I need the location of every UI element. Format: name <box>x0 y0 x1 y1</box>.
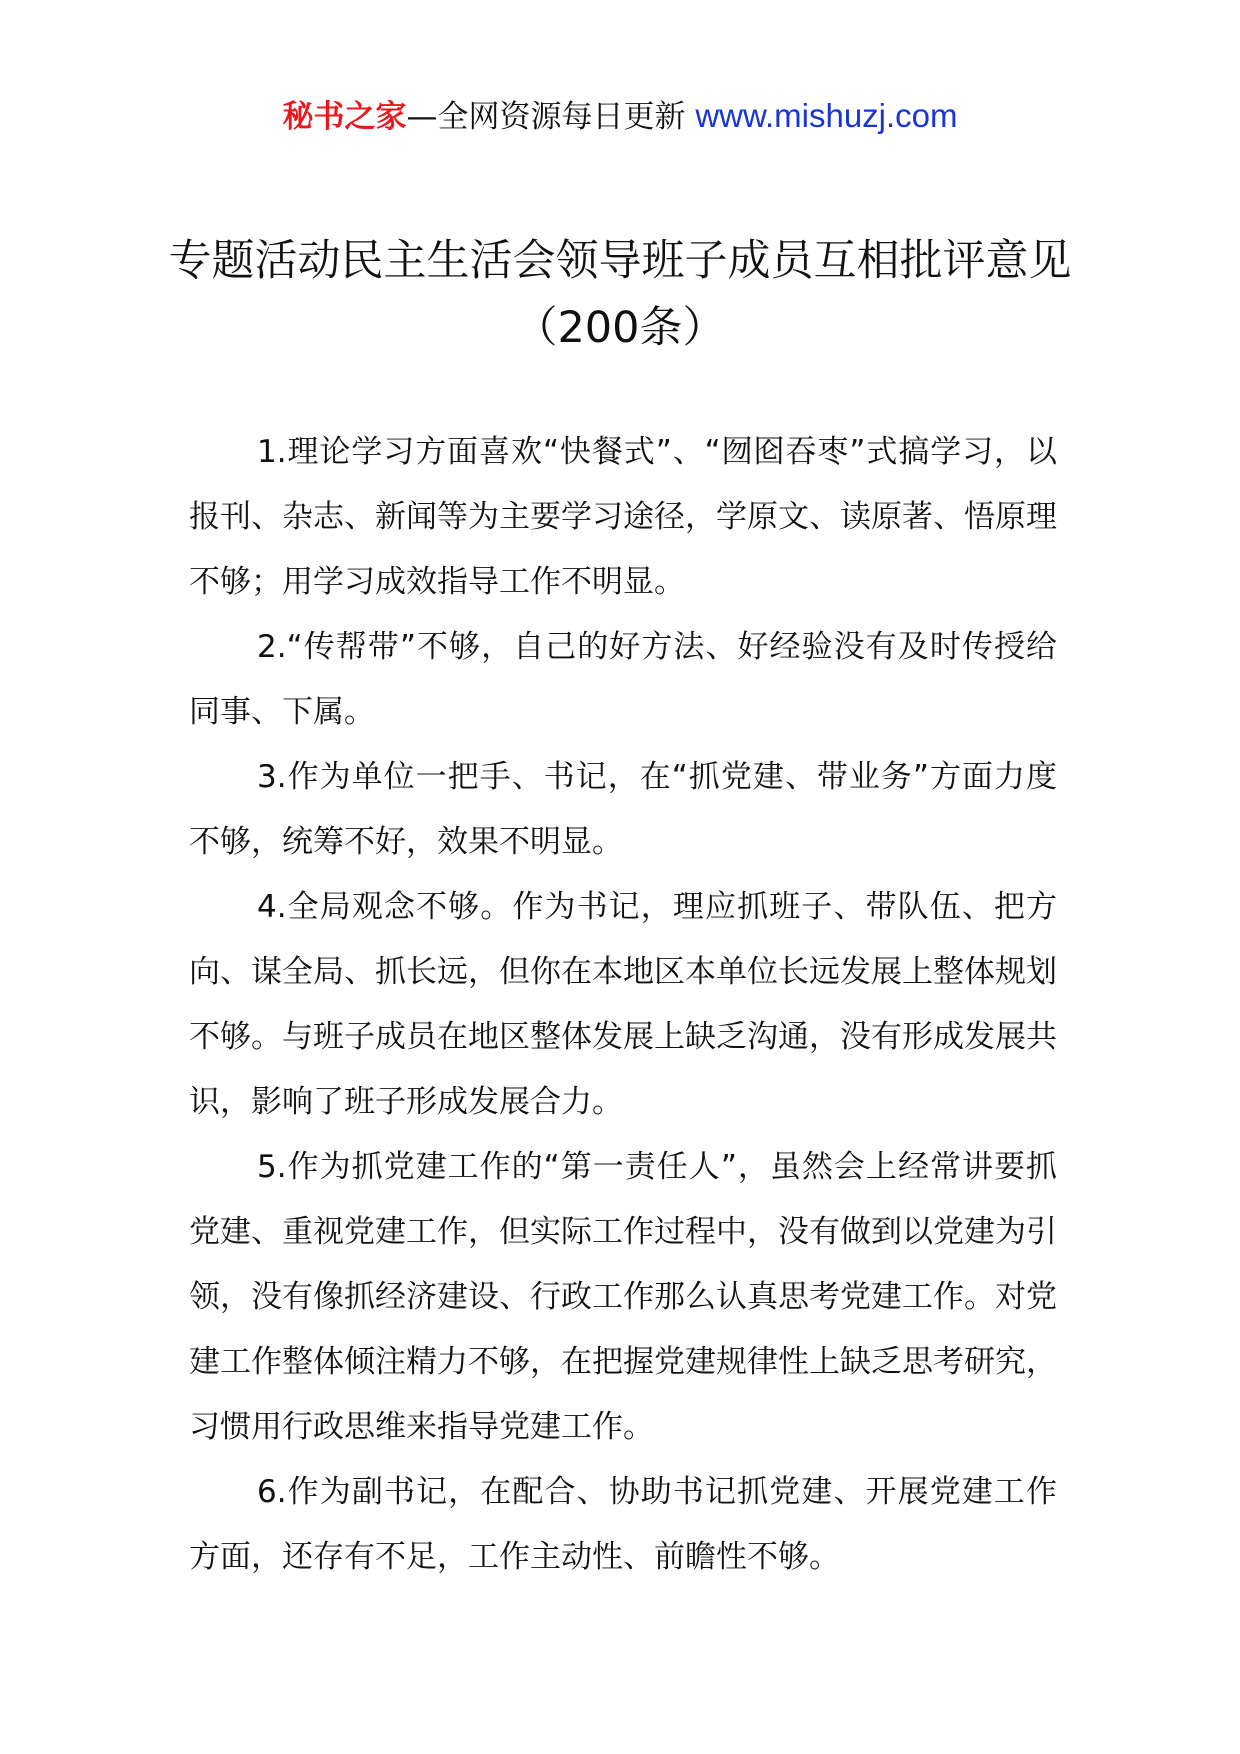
paragraph-4: 4.全局观念不够。作为书记，理应抓班子、带队伍、把方向、谋全局、抓长远，但你在本地区本单位长远发展上整体规划不够。与班子成员在地区整体发展上缺乏沟通，没有形成发展共识，影响了班子形成发展合力。 <box>189 889 1057 1120</box>
brand-name: 秘书之家 <box>282 99 407 135</box>
paragraph-1: 1.理论学习方面喜欢“快餐式”、“囫囵吞枣”式搞学习，以报刊、杂志、新闻等为主要学习途径，学原文、读原著、悟原理不够；用学习成效指导工作不明显。 <box>189 434 1057 600</box>
document-body <box>189 420 1057 1590</box>
paragraph-2: 2.“传帮带”不够，自己的好方法、好经验没有及时传授给同事、下属。 <box>189 629 1057 730</box>
document-title: 专题活动民主生活会领导班子成员互相批评意见（200条） <box>168 236 1072 353</box>
paragraph-6: 6.作为副书记，在配合、协助书记抓党建、开展党建工作方面，还存有不足，工作主动性、前瞻性不够。 <box>189 1474 1057 1575</box>
website-link[interactable]: www.mishuzj.com <box>695 97 958 134</box>
site-header <box>0 96 1240 137</box>
paragraph-3: 3.作为单位一把手、书记，在“抓党建、带业务”方面力度不够，统筹不好，效果不明显。 <box>189 759 1057 860</box>
paragraph-5: 5.作为抓党建工作的“第一责任人”，虽然会上经常讲要抓党建、重视党建工作，但实际工作过程中，没有做到以党建为引领，没有像抓经济建设、行政工作那么认真思考党建工作。对党建工作整体倾注精力不够，在把握党建规律性上缺乏思考研究，习惯用行政思维来指导党建工作。 <box>189 1149 1057 1445</box>
header-tagline: —全网资源每日更新 <box>406 99 686 135</box>
